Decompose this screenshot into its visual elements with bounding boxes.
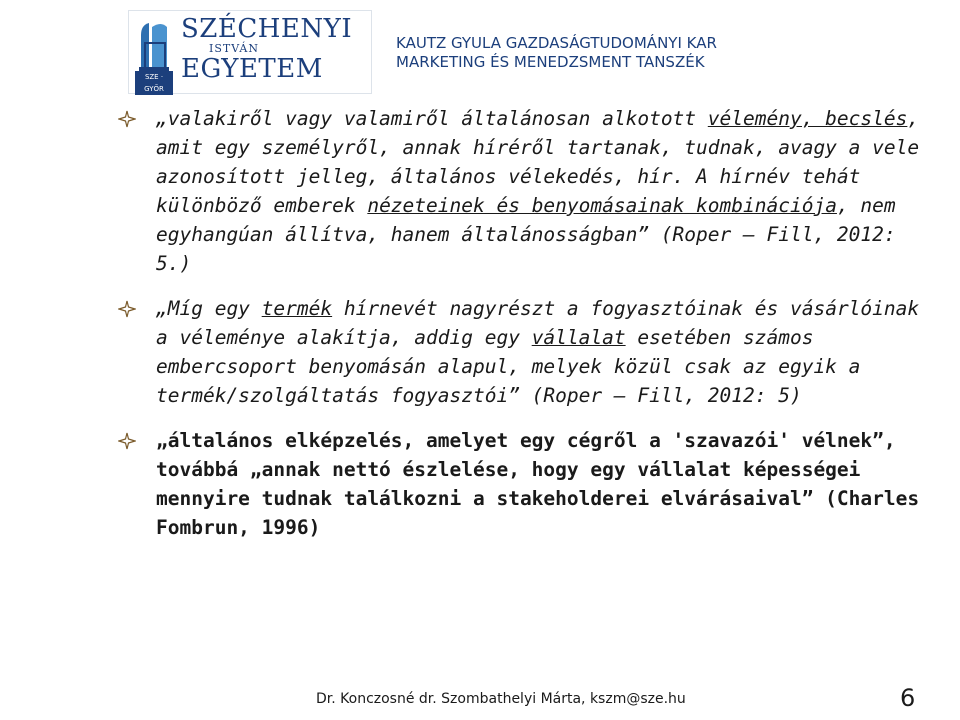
underlined-term: vállalat [531, 326, 626, 349]
logo-line-szechenyi: SZÉCHENYI [181, 14, 353, 44]
department-faculty: KAUTZ GYULA GAZDASÁGTUDOMÁNYI KAR [396, 34, 717, 52]
bullet-text-2 [156, 294, 920, 410]
underlined-term: termék [261, 297, 333, 320]
text-run: , amit egy személyről, annak híréről tartanak, tudnak, avagy a vele azonosított jelleg, általános vélekedés, hír. A hírnév tehát különböző emberek [156, 107, 920, 217]
underlined-term: vélemény, becslés [707, 107, 908, 130]
flower-bullet-icon [118, 300, 136, 318]
text-run: hírnevét nagyrészt a fogyasztóinak és vásárlóinak a véleménye alakítja, addig egy [156, 297, 920, 349]
bullet-item [110, 294, 920, 410]
text-run: esetében számos embercsoport benyomásán alapul, melyek közül csak az egyik a termék/szolgáltatás fogyasztói” (Roper – Fill, 2012: 5) [156, 326, 861, 407]
department-name: MARKETING ÉS MENEDZSMENT TANSZÉK [396, 53, 705, 71]
flower-bullet-icon [118, 432, 136, 450]
text-run: „Míg egy [156, 297, 262, 320]
header [0, 0, 960, 93]
bullet-item [110, 104, 920, 278]
flower-bullet-icon [118, 110, 136, 128]
bullet-text-3 [156, 426, 920, 542]
university-logo [128, 10, 372, 94]
logo-city-label: SZE · GYŐR [135, 71, 173, 95]
bullet-text-1 [156, 104, 920, 278]
logo-line-istvan: ISTVÁN [209, 42, 259, 55]
text-run: „általános elképzelés, amelyet egy cégről a 'szavazói' vélnek”, továbbá „annak nettó észlelése, hogy egy vállalat képességei mennyire tudnak találkozni a stakeholderei elvárásaival” (Charles Fombrun, 1996) [156, 429, 920, 539]
department-heading [396, 34, 717, 72]
bullet-item [110, 426, 920, 542]
text-run: , nem egyhangúan állítva, hanem általánosságban” (Roper – Fill, 2012: 5.) [156, 194, 896, 275]
logo-wordmark [181, 15, 367, 83]
page-number: 6 [900, 684, 916, 712]
slide-content [110, 104, 920, 558]
text-run: „valakiről vagy valamiről általánosan alkotott [156, 107, 708, 130]
footer-author: Dr. Konczosné dr. Szombathelyi Márta, kszm@sze.hu [316, 691, 686, 707]
underlined-term: nézeteinek és benyomásainak kombinációja [367, 194, 837, 217]
logo-line-egyetem: EGYETEM [181, 54, 323, 84]
